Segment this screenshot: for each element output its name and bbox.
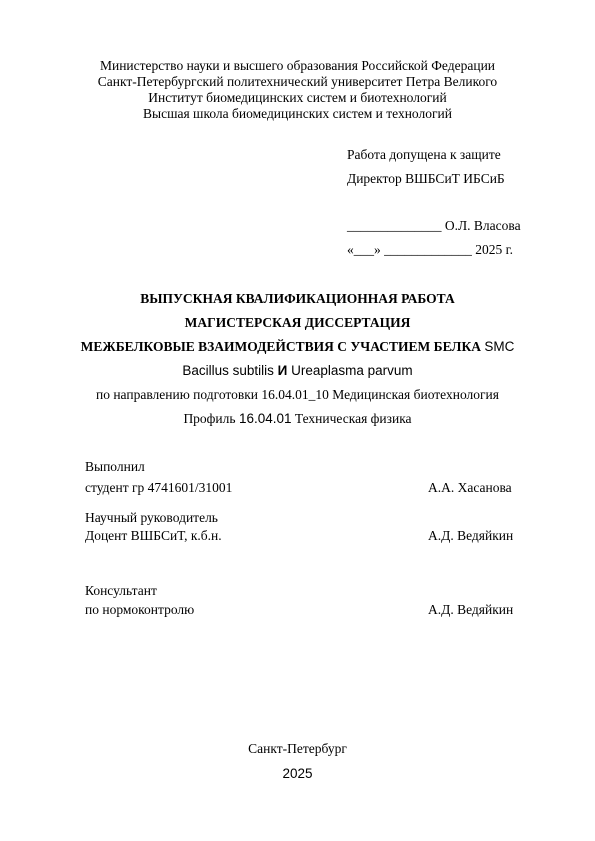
consultant-name: А.Д. Ведяйкин <box>428 602 514 617</box>
performed-label: Выполнил <box>85 459 145 474</box>
approval-year: 2025 г. <box>475 242 514 257</box>
university-line: Санкт-Петербургский политехнический университет Петра Великого <box>97 74 498 89</box>
ministry-line: Министерство науки и высшего образования Российской Федерации <box>99 58 496 73</box>
organisms-line <box>0 363 595 378</box>
advisor-position: Доцент ВШБСиТ, к.б.н. <box>85 528 222 543</box>
profile-line <box>0 411 595 427</box>
footer-year: 2025 <box>282 766 313 781</box>
direction-line: по направлению подготовки 16.04.01_10 Медицинская биотехнология <box>95 387 499 402</box>
approval-date-line <box>347 242 513 258</box>
advisor-name: А.Д. Ведяйкин <box>428 528 514 543</box>
student-name: А.А. Хасанова <box>428 480 512 495</box>
profile-prefix: Профиль <box>183 411 239 426</box>
dissertation-title: МАГИСТЕРСКАЯ ДИССЕРТАЦИЯ <box>184 315 411 330</box>
organism-1: Bacillus subtilis <box>182 363 278 378</box>
topic-line <box>0 339 595 355</box>
school-line: Высшая школа биомедицинских систем и технологий <box>143 106 452 121</box>
profile-code: 16.04.01 <box>238 411 292 426</box>
work-type-title: ВЫПУСКНАЯ КВАЛИФИКАЦИОННАЯ РАБОТА <box>140 291 455 306</box>
advisor-label: Научный руководитель <box>85 510 218 525</box>
director-signature-line: ______________ О.Л. Власова <box>347 218 521 233</box>
consultant-role: по нормоконтролю <box>85 602 195 617</box>
admitted-label: Работа допущена к защите <box>347 147 501 162</box>
date-blank: «___» _____________ <box>347 242 476 257</box>
director-label: Директор ВШБСиТ ИБСиБ <box>347 171 505 186</box>
institute-line: Институт биомедицинских систем и биотехнологий <box>148 90 447 105</box>
profile-name: Техническая физика <box>291 411 412 426</box>
protein-name: SMC <box>484 339 515 354</box>
footer-city: Санкт-Петербург <box>248 741 347 756</box>
organism-conjunction: И <box>277 363 288 378</box>
topic-title: МЕЖБЕЛКОВЫЕ ВЗАИМОДЕЙСТВИЯ С УЧАСТИЕМ БЕЛКА <box>80 339 485 354</box>
student-label: студент гр 4741601/31001 <box>85 480 233 495</box>
organism-2: Ureaplasma parvum <box>287 363 413 378</box>
consultant-label: Консультант <box>85 583 157 598</box>
